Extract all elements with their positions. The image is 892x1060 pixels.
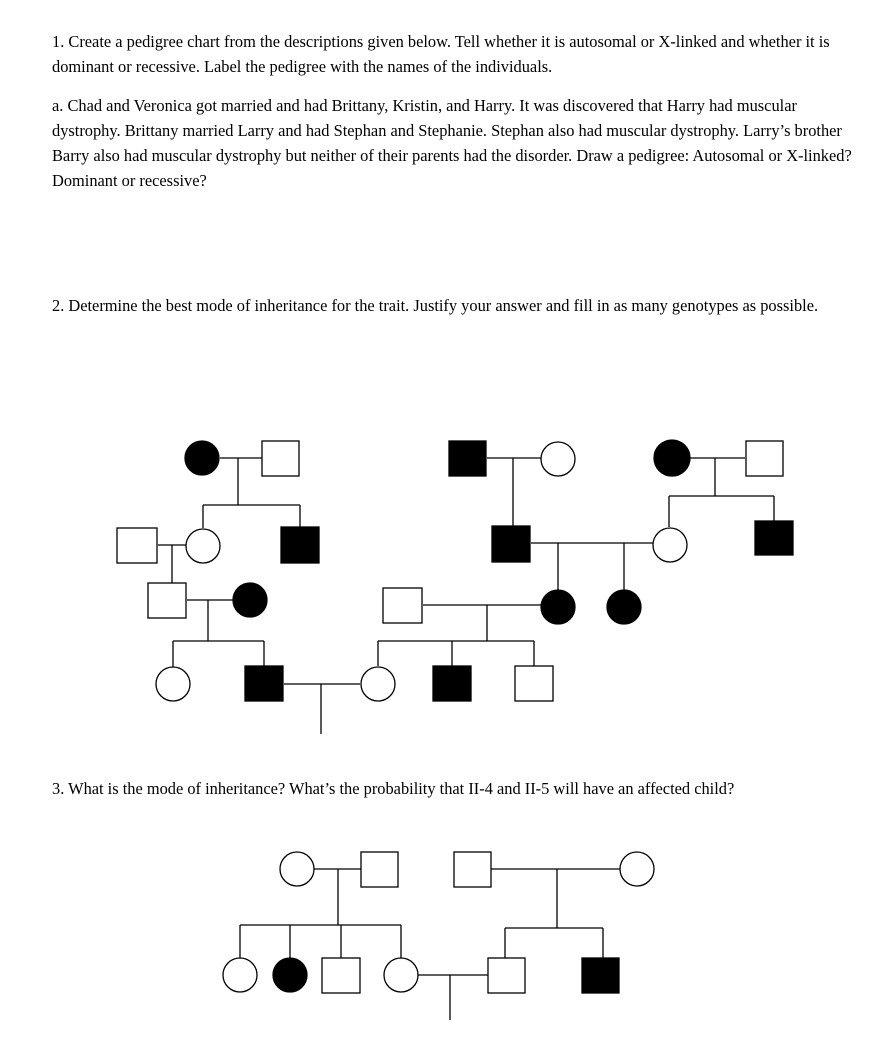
pedigree-3-lines xyxy=(240,869,620,1020)
p3-g1-female-left xyxy=(280,852,314,886)
p2-g1-male-left xyxy=(262,441,299,476)
question-3-text: 3. What is the mode of inheritance? What’s the probability that II-4 and II-5 will have an affected child? xyxy=(52,779,735,798)
p2-g2-male-son-left xyxy=(281,527,319,563)
question-1-text: 1. Create a pedigree chart from the descriptions given below. Tell whether it is autosomal or X-linked and whether it is dominant or recessive. Label the pedigree with the names of the individuals. xyxy=(52,32,830,76)
p2-g3-male-right xyxy=(383,588,422,623)
p2-g1-female-right xyxy=(654,440,690,476)
p2-g3-male-left xyxy=(148,583,186,618)
question-1a-text: a. Chad and Veronica got married and had Brittany, Kristin, and Harry. It was discovered that Harry had muscular dystrophy. Brittany married Larry and had Stephan and Stephanie. Stephan also had muscular dystrophy. Larry’s brother Barry also had muscular dystrophy but neither of their parents had the disorder. Draw a pedigree: Autosomal or X-linked? Dominant or recessive? xyxy=(52,96,852,190)
p2-g3-female-daughter xyxy=(541,590,575,624)
p2-g3-female-left xyxy=(233,583,267,617)
p2-g1-female-middle xyxy=(541,442,575,476)
p2-g4-female-left xyxy=(156,667,190,701)
p2-g1-male-middle xyxy=(449,441,486,476)
p2-g4-female-middle xyxy=(361,667,395,701)
p3-g1-male-right xyxy=(454,852,491,887)
p2-g2-male-son-right xyxy=(755,521,793,555)
p2-g1-female-left xyxy=(185,441,219,475)
p3-g2-female-1 xyxy=(223,958,257,992)
p3-g2-male-6 xyxy=(582,958,619,993)
p3-g1-male-left xyxy=(361,852,398,887)
p2-g2-female-daughter xyxy=(186,529,220,563)
pedigree-3-individuals xyxy=(223,852,654,993)
p3-g2-female-2 xyxy=(273,958,307,992)
p3-g1-female-right xyxy=(620,852,654,886)
p2-g2-male-spouse xyxy=(117,528,157,563)
p3-g2-male-3 xyxy=(322,958,360,993)
p2-g2-male-son-middle xyxy=(492,526,530,562)
p2-g4-male-left xyxy=(245,666,283,701)
pedigree-2-individuals xyxy=(117,440,793,701)
p2-g4-male-right xyxy=(515,666,553,701)
p2-g4-male-middle xyxy=(433,666,471,701)
p2-g3-female-sister xyxy=(607,590,641,624)
p2-g1-male-right xyxy=(746,441,783,476)
p3-g2-female-4 xyxy=(384,958,418,992)
p2-g2-female-right xyxy=(653,528,687,562)
question-2-text: 2. Determine the best mode of inheritance for the trait. Justify your answer and fill in as many genotypes as possible. xyxy=(52,296,819,315)
p3-g2-male-5 xyxy=(488,958,525,993)
